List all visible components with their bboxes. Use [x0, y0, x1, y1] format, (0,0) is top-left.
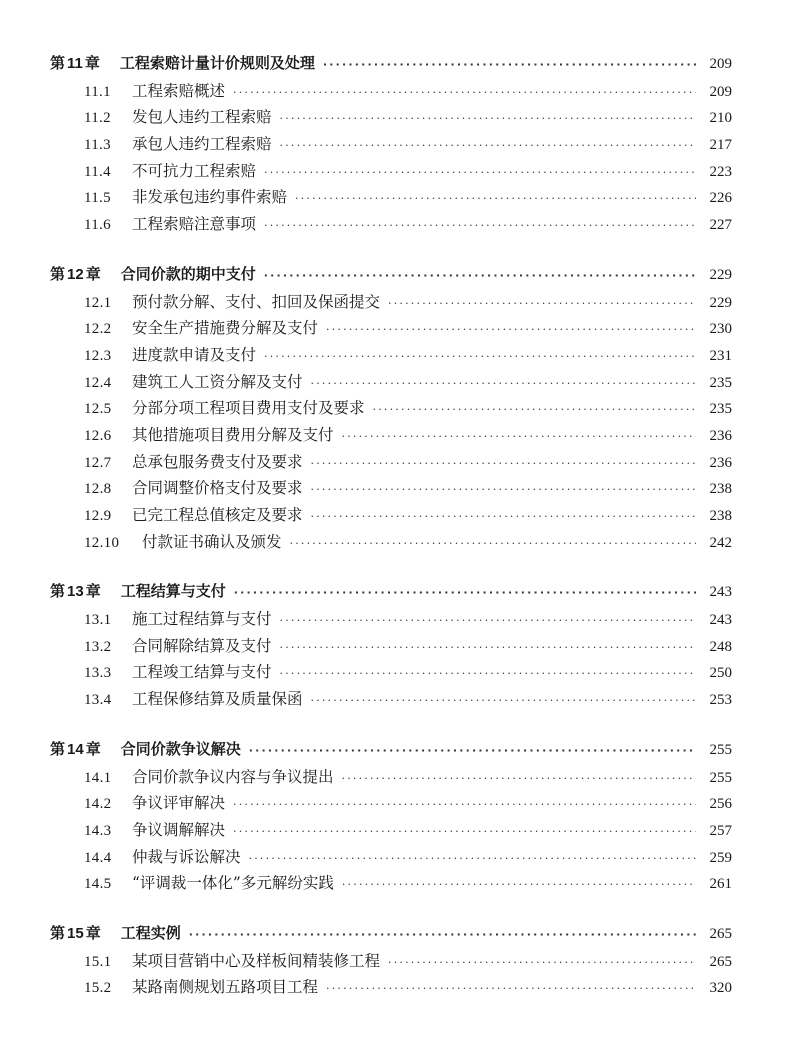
chapter-block	[50, 922, 732, 1002]
section-title: 工程索赔注意事项	[132, 215, 257, 234]
section-entry[interactable]	[50, 791, 732, 818]
chapter-block	[50, 580, 732, 713]
section-title: 进度款申请及支付	[132, 345, 257, 364]
chapter-number-value: 12	[67, 265, 84, 283]
chapter-prefix: 第	[50, 54, 66, 72]
dot-leader	[342, 430, 696, 443]
section-title: 发包人违约工程索赔	[132, 108, 272, 127]
page-number: 253	[709, 692, 732, 709]
section-number: 15.1	[84, 953, 112, 970]
dot-leader	[280, 614, 696, 627]
dot-leader	[311, 694, 696, 707]
chapter-suffix: 章	[85, 923, 101, 942]
section-number: 15.2	[84, 980, 112, 997]
chapter-prefix: 第	[50, 264, 66, 283]
dot-leader	[290, 537, 696, 550]
dot-leader	[342, 878, 696, 891]
section-number: 12.4	[84, 374, 112, 391]
section-number: 11.6	[84, 217, 111, 234]
section-title: “评调裁一体化”多元解纷实践	[132, 874, 334, 893]
page-number: 261	[709, 876, 732, 893]
chapter-number-value: 13	[67, 583, 84, 601]
page-number: 255	[709, 769, 732, 786]
section-number: 13.3	[84, 665, 112, 682]
section-title: 工程竣工结算与支付	[132, 663, 272, 682]
section-entry[interactable]	[50, 316, 732, 343]
section-title: 施工过程结算与支付	[132, 610, 272, 629]
section-number: 13.2	[84, 638, 112, 655]
section-entry[interactable]	[50, 450, 732, 477]
section-entry[interactable]	[50, 132, 732, 159]
chapter-number	[50, 52, 100, 73]
chapter-number	[50, 738, 101, 759]
section-number: 12.9	[84, 508, 112, 524]
chapter-entry[interactable]	[50, 263, 732, 290]
section-entry[interactable]	[50, 185, 732, 212]
dot-leader	[280, 139, 696, 152]
dot-leader	[311, 457, 696, 470]
chapter-entry[interactable]	[50, 738, 732, 765]
section-title: 某项目营销中心及样板间精装修工程	[132, 951, 381, 970]
section-number: 14.4	[84, 849, 112, 866]
chapter-title: 工程实例	[120, 923, 181, 942]
dot-leader	[280, 641, 696, 654]
section-entry[interactable]	[50, 607, 732, 634]
dot-leader	[326, 323, 696, 336]
section-number: 12.1	[84, 294, 112, 311]
section-title: 安全生产措施费分解及支付	[132, 319, 319, 338]
section-number: 12.10	[84, 534, 120, 551]
dot-leader	[388, 956, 696, 969]
section-entry[interactable]	[50, 845, 732, 872]
section-title: 总承包服务费支付及要求	[132, 452, 303, 471]
dot-leader	[264, 219, 696, 232]
page-number: 236	[709, 427, 732, 444]
page-number: 243	[709, 612, 732, 629]
section-entry[interactable]	[50, 530, 732, 557]
chapter-number	[50, 263, 101, 284]
chapter-entry[interactable]	[50, 580, 732, 607]
section-number: 14.5	[84, 876, 112, 893]
dot-leader	[233, 825, 696, 838]
section-entry[interactable]	[50, 975, 732, 1002]
dot-leader	[249, 744, 696, 757]
page-number: 223	[709, 163, 732, 180]
section-entry[interactable]	[50, 290, 732, 317]
section-title: 争议调解解决	[132, 820, 226, 839]
page-number: 226	[709, 190, 732, 207]
dot-leader	[295, 192, 696, 205]
page-number: 248	[709, 638, 732, 655]
section-number: 14.1	[84, 769, 112, 786]
section-title: 承包人违约工程索赔	[132, 135, 272, 154]
section-number: 11.3	[84, 137, 111, 154]
section-title: 某路南侧规划五路项目工程	[132, 978, 319, 997]
chapter-number-value: 15	[67, 924, 84, 942]
chapter-block	[50, 738, 732, 898]
section-number: 13.4	[84, 692, 112, 709]
page-number: 238	[709, 481, 732, 498]
chapter-entry[interactable]	[50, 922, 732, 949]
section-title: 预付款分解、支付、扣回及保函提交	[132, 292, 381, 311]
page-number: 320	[709, 980, 732, 997]
page-number: 210	[709, 110, 732, 127]
chapter-block	[50, 52, 732, 239]
chapter-title: 合同价款争议解决	[120, 739, 241, 758]
section-title: 分部分项工程项目费用支付及要求	[132, 399, 365, 418]
page-number: 265	[709, 925, 732, 942]
page-number: 227	[709, 217, 732, 234]
page-number: 257	[709, 822, 732, 839]
page-number: 265	[709, 953, 732, 970]
section-entry[interactable]	[50, 396, 732, 423]
section-number: 12.2	[84, 321, 112, 338]
dot-leader	[373, 403, 696, 416]
chapter-prefix: 第	[50, 739, 66, 758]
chapter-suffix: 章	[84, 54, 100, 72]
section-entry[interactable]	[50, 476, 732, 503]
section-title: 付款证书确认及颁发	[142, 532, 282, 551]
section-entry[interactable]	[50, 634, 732, 661]
section-title: 建筑工人工资分解及支付	[132, 372, 303, 391]
section-title: 合同调整价格支付及要求	[132, 479, 303, 498]
page-number: 209	[709, 56, 732, 72]
section-number: 11.1	[84, 83, 111, 100]
section-title: 不可抗力工程索赔	[132, 161, 257, 180]
section-title: 争议评审解决	[132, 794, 226, 813]
section-title: 已完工程总值核定及要求	[132, 506, 303, 524]
section-title: 工程索赔概述	[132, 81, 226, 100]
dot-leader	[264, 350, 696, 363]
chapter-prefix: 第	[50, 923, 66, 942]
chapter-number	[50, 580, 101, 601]
dot-leader	[249, 852, 696, 865]
section-number: 14.2	[84, 796, 112, 813]
section-number: 12.8	[84, 481, 112, 498]
dot-leader	[280, 667, 696, 680]
chapter-suffix: 章	[85, 739, 101, 758]
page-number: 209	[709, 83, 732, 100]
section-number: 11.5	[84, 190, 111, 207]
section-number: 12.3	[84, 347, 112, 364]
section-entry[interactable]	[50, 343, 732, 370]
table-of-contents	[50, 52, 732, 1026]
section-title: 合同价款争议内容与争议提出	[132, 767, 334, 786]
dot-leader	[311, 483, 696, 496]
section-title: 其他措施项目费用分解及支付	[132, 425, 334, 444]
chapter-suffix: 章	[85, 582, 101, 601]
dot-leader	[264, 269, 696, 282]
section-title: 非发承包违约事件索赔	[132, 188, 288, 207]
page-number: 229	[709, 266, 732, 283]
dot-leader	[388, 297, 696, 310]
dot-leader	[342, 772, 696, 785]
page-number: 238	[709, 508, 732, 524]
section-number: 12.6	[84, 427, 112, 444]
page-number: 230	[709, 321, 732, 338]
dot-leader	[234, 586, 696, 599]
section-number: 11.2	[84, 110, 111, 127]
section-entry[interactable]	[50, 159, 732, 186]
chapter-title: 工程结算与支付	[120, 582, 226, 601]
chapter-suffix: 章	[85, 264, 101, 283]
chapter-block	[50, 263, 732, 557]
section-entry[interactable]	[50, 79, 732, 106]
chapter-number-value: 14	[67, 740, 84, 758]
section-entry[interactable]	[50, 370, 732, 397]
chapter-prefix: 第	[50, 582, 66, 601]
dot-leader	[280, 112, 696, 125]
page-number: 242	[709, 534, 732, 551]
dot-leader	[233, 86, 696, 99]
page-number: 235	[709, 401, 732, 418]
section-entry[interactable]	[50, 765, 732, 792]
section-number: 12.5	[84, 401, 112, 418]
section-entry[interactable]	[50, 660, 732, 687]
dot-leader	[233, 798, 696, 811]
dot-leader	[189, 928, 696, 941]
page-number: 243	[709, 584, 732, 601]
section-entry[interactable]	[50, 949, 732, 976]
section-title: 工程保修结算及质量保函	[132, 690, 303, 709]
page-number: 250	[709, 665, 732, 682]
page-number: 259	[709, 849, 732, 866]
section-entry[interactable]	[50, 503, 732, 530]
dot-leader	[311, 510, 696, 523]
section-entry[interactable]	[50, 687, 732, 714]
section-number: 13.1	[84, 612, 112, 629]
dot-leader	[264, 166, 696, 179]
chapter-title: 工程索赔计量计价规则及处理	[119, 54, 315, 72]
page-number: 229	[709, 294, 732, 311]
chapter-title: 合同价款的期中支付	[120, 264, 256, 283]
page-number: 231	[709, 347, 732, 364]
dot-leader	[323, 58, 696, 71]
section-number: 14.3	[84, 822, 112, 839]
section-title: 仲裁与诉讼解决	[132, 847, 241, 866]
chapter-number-value: 11	[67, 55, 83, 72]
section-entry[interactable]	[50, 871, 732, 898]
page-number: 236	[709, 454, 732, 471]
page-number: 217	[709, 137, 732, 154]
section-entry[interactable]	[50, 212, 732, 239]
section-entry[interactable]	[50, 105, 732, 132]
section-number: 12.7	[84, 454, 112, 471]
section-title: 合同解除结算及支付	[132, 636, 272, 655]
dot-leader	[311, 377, 696, 390]
page-number: 256	[709, 796, 732, 813]
section-entry[interactable]	[50, 818, 732, 845]
chapter-number	[50, 922, 101, 943]
chapter-entry[interactable]	[50, 52, 732, 79]
page-number: 235	[709, 374, 732, 391]
section-number: 11.4	[84, 163, 111, 180]
section-entry[interactable]	[50, 423, 732, 450]
page-number: 255	[709, 741, 732, 758]
dot-leader	[326, 982, 696, 995]
